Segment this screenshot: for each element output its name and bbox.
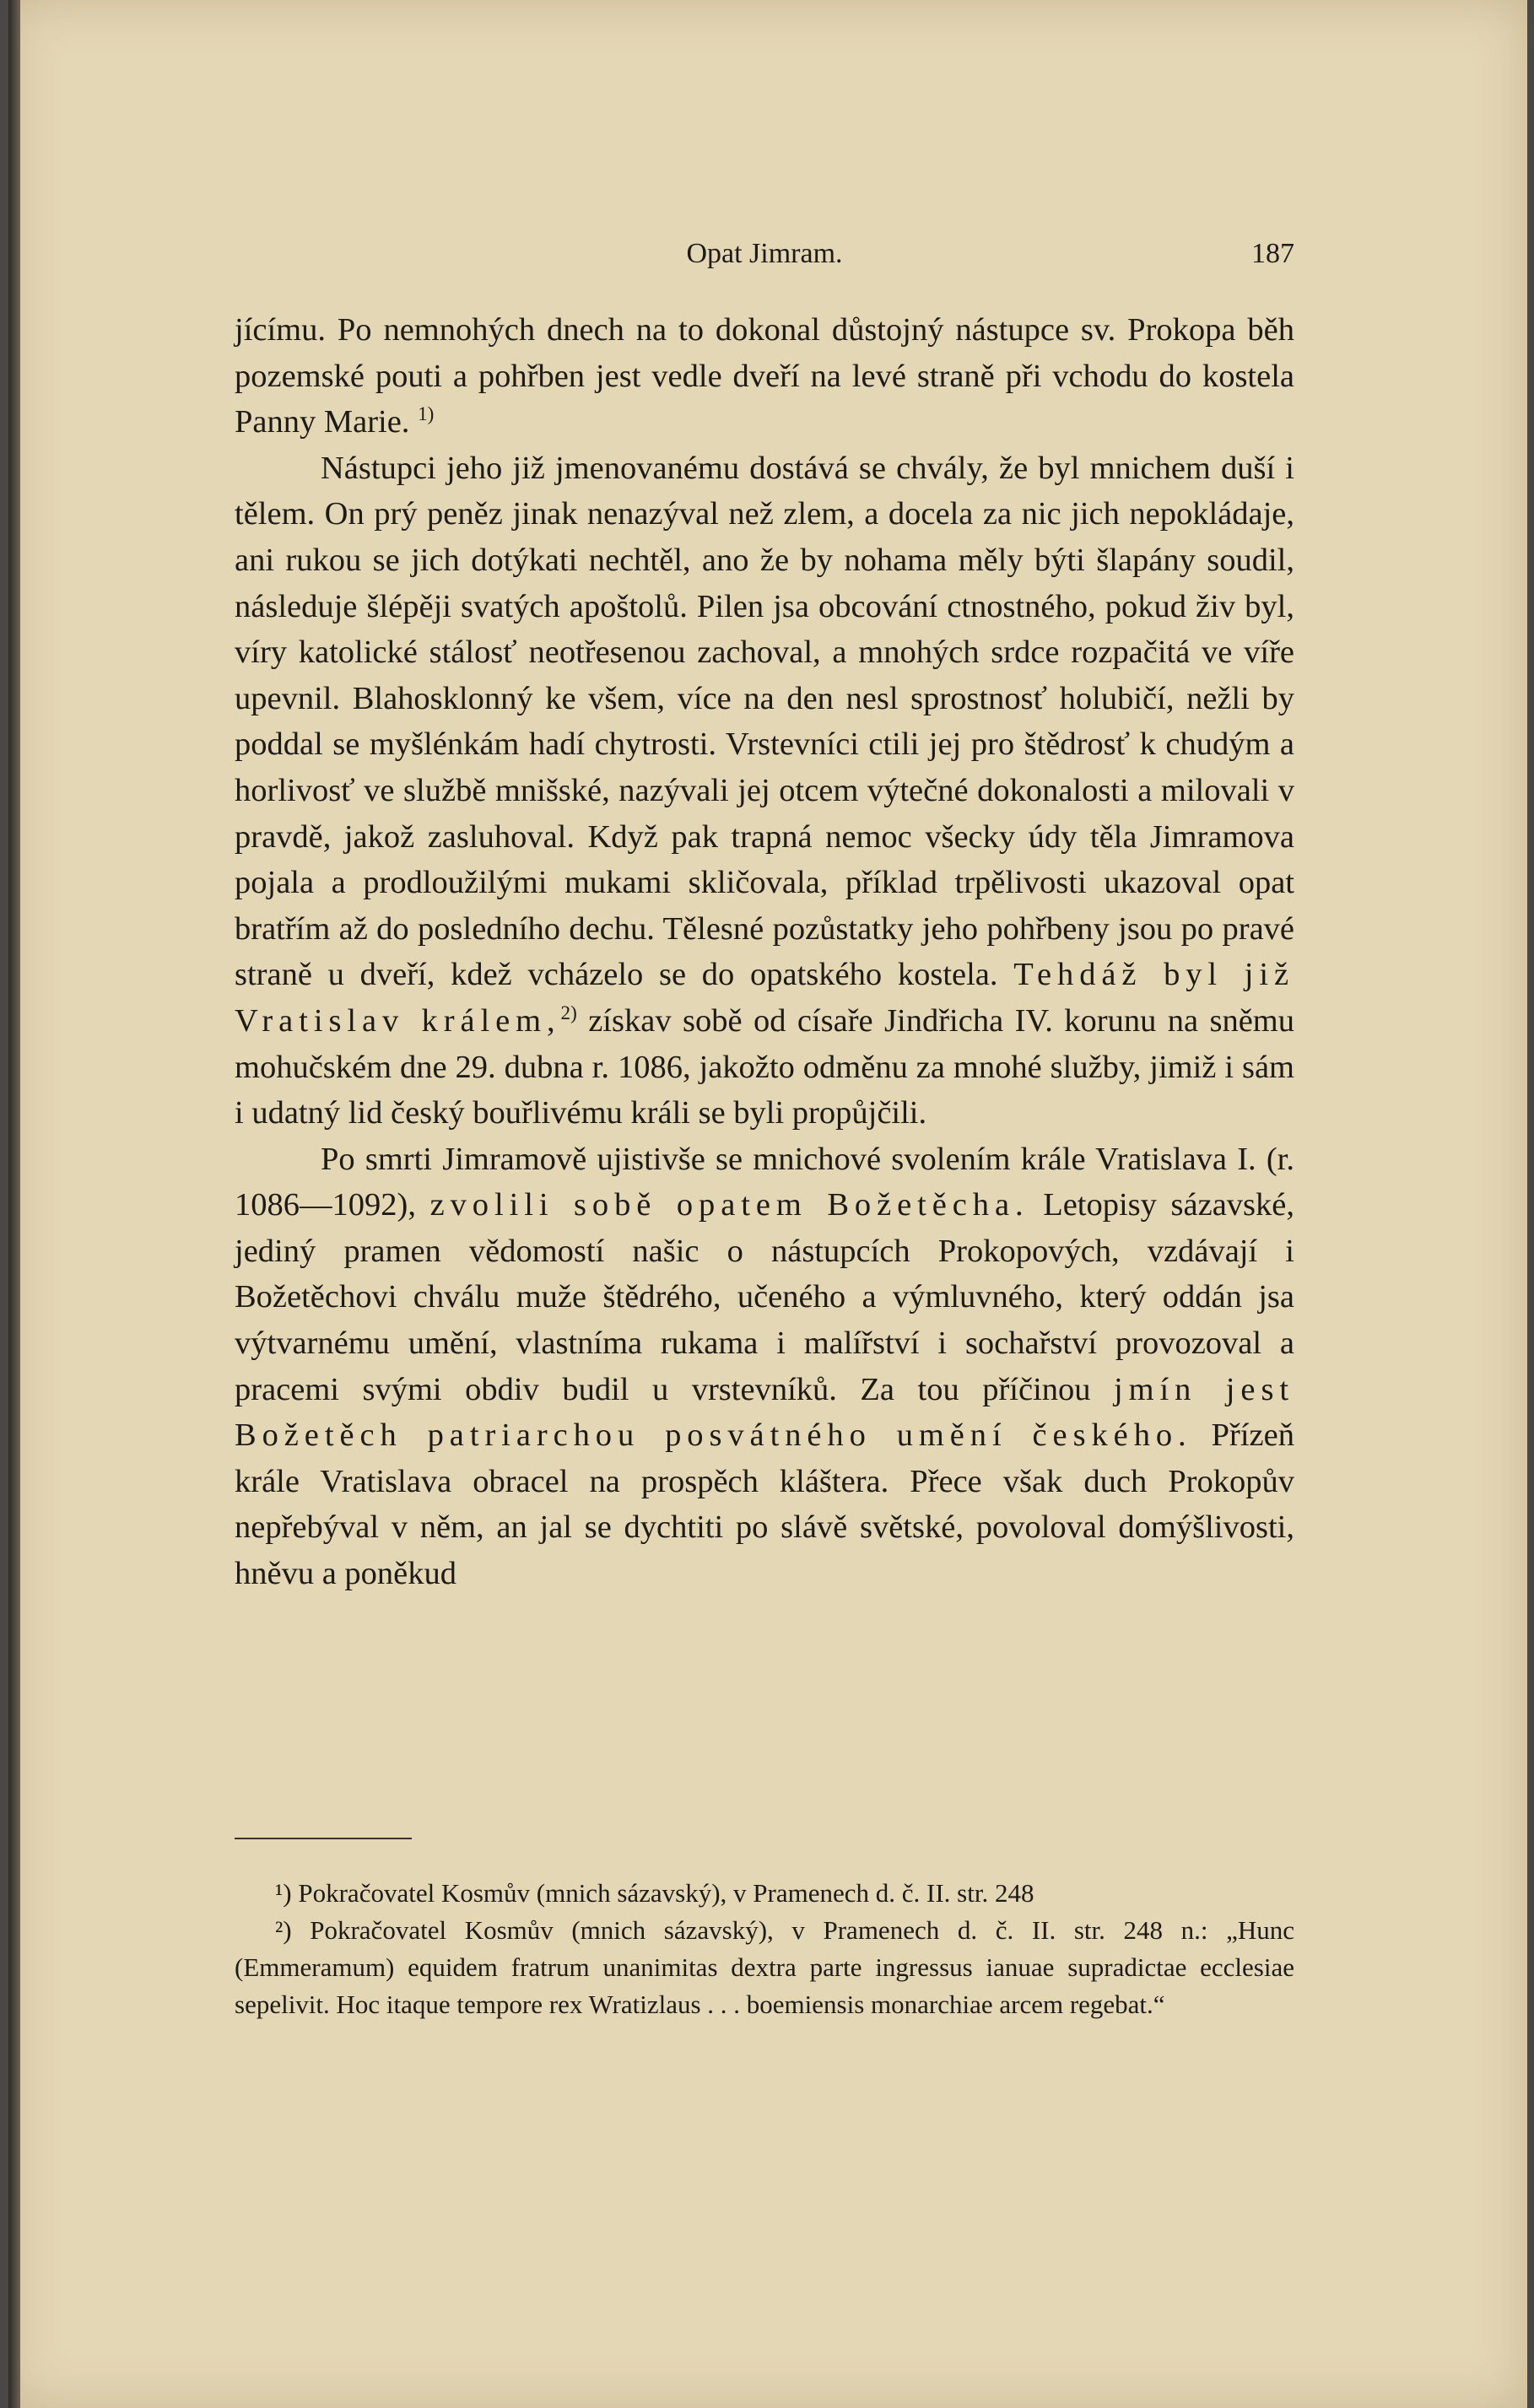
main-text (235, 307, 1294, 1597)
footnote-divider (235, 1838, 412, 1839)
paragraph-2-text: Nástupci jeho již jmenovanému dostává se chvály, že byl mnichem duší i tělem. On prý peněz jinak nenazýval než zlem, a docela za nic jich nepokládaje, ani rukou se jich dotýkati nechtěl, ano že by nohama měly býti šlapány soudil, následuje šlépěji svatých apoštolů. Pilen jsa obcování ctnostného, pokud živ byl, víry katolické stálosť neotřesenou zachoval, a mnohých srdce rozpačitá ve víře upevnil. Blahosklonný ke všem, více na den nesl sprostnosť holubičí, nežli by poddal se myšlénkám hadí chytrosti. Vrstevníci ctili jej pro štědrosť k chudým a horlivosť ve službě mnišské, nazývali jej otcem výtečné dokonalosti a milovali v pravdě, jakož zasluhoval. Když pak trapná nemoc všecky údy těla Jimramova pojala a prodloužilými mukami skličovala, příklad trpělivosti ukazoval opat bratřím až do posledního dechu. Tělesné pozůstatky jeho pohřbeny jsou po pravé straně u dveří, kdež vcházelo se do opatského kostela. (235, 450, 1294, 993)
paragraph-3 (235, 1137, 1294, 1597)
paragraph-3-spaced-text-1: zvolili sobě opatem Božetěcha. (429, 1187, 1029, 1223)
paragraph-3-text-3: Přízeň krále Vratislava obracel na prospěch kláštera. Přece však duch Prokopův nepřebýval v něm, an jal se dychtiti po slávě světské, povoloval domýšlivosti, hněvu a poněkud (235, 1417, 1294, 1592)
paragraph-2 (235, 445, 1294, 1137)
paragraph-2-spaced-text: Tehdáž byl již Vratislav králem, (235, 957, 1294, 1039)
page-number: 187 (1251, 238, 1294, 269)
paragraph-2-text-continued: získav sobě od císaře Jindřicha IV. korunu na sněmu mohučském dne 29. dubna r. 1086, jakožto odměnu za mnohé služby, jimiž i sám i udatný lid český bouřlivému králi se byli propůjčili. (235, 1002, 1295, 1131)
footnotes (235, 1875, 1294, 2023)
page-header (235, 229, 1294, 280)
footnote-ref-2: 2) (560, 1002, 577, 1024)
book-page (8, 0, 1527, 2408)
paragraph-1-text: jícímu. Po nemnohých dnech na to dokonal důstojný nástupce sv. Prokopa běh pozemské pouti a pohřben jest vedle dveří na levé straně při vchodu do kostela Panny Marie. (235, 312, 1294, 440)
footnote-1: ¹) Pokračovatel Kosmův (mnich sázavský), v Pramenech d. č. II. str. 248 (275, 1878, 1034, 1908)
running-title: Opat Jimram. (686, 238, 843, 269)
paragraph-1 (235, 307, 1294, 445)
footnote-2: ²) Pokračovatel Kosmův (mnich sázavský), v Pramenech d. č. II. str. 248 n.: „Hunc (Emmeramum) equidem fratrum unanimitas dextra parte ingressus ianuae supradictae ecclesiae sepelivit. Hoc itaque tempore rex Wratizlaus . . . boemiensis monarchiae arcem regebat.“ (235, 1915, 1294, 2019)
binding-edge (8, 0, 20, 2408)
paragraph-3-text-2: Letopisy sázavské, jediný pramen vědomostí našic o nástupcích Prokopových, vzdávají i Božetěchovi chválu muže štědrého, učeného a výmluvného, který oddán jsa výtvarnému umění, vlastníma rukama i malířství i sochařství provozoval a pracemi svými obdiv budil u vrstevníků. Za tou příčinou (235, 1187, 1294, 1407)
footnote-ref-1: 1) (418, 402, 435, 425)
paragraph-3-text: Po smrti Jimramově ujistivše se mnichové svolením krále Vratislava I. (r. 1086—1092), (235, 1141, 1294, 1223)
paragraph-3-spaced-text-2: jmín jest Božetěch patriarchou posvátného umění českého. (235, 1371, 1294, 1454)
